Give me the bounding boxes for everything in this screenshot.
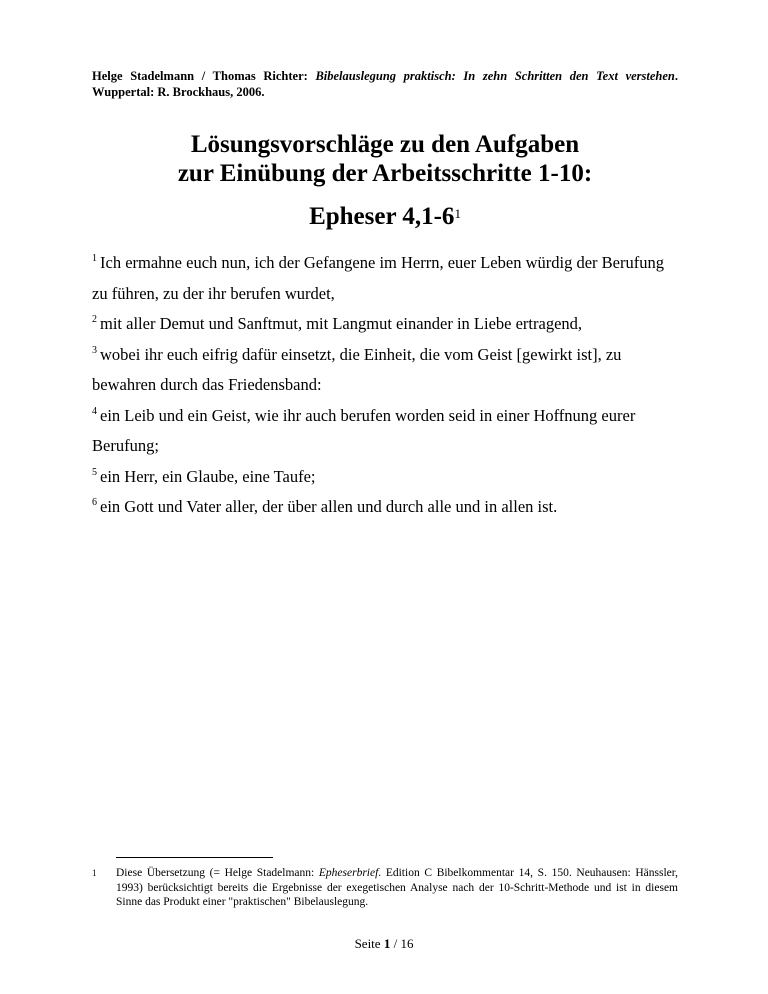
title-line-2: zur Einübung der Arbeitsschritte 1-10: <box>177 160 593 187</box>
footnote-text-after: . Edition C Bibelkommentar 14, S. 150. Neuhausen: Hänssler, 1993) berücksichtigt bereits die Ergebnisse der exegetischen Analyse nach der 10-Schritt-Methode und ist in diesem Sinne das Produkt einer "praktischen" Bibelauslegung. <box>116 867 679 908</box>
verse-6 <box>92 492 678 523</box>
source-book-title: Bibelauslegung praktisch: In zehn Schritten den Text verstehen <box>315 69 675 83</box>
source-publisher: . Wuppertal: R. Brockhaus, 2006. <box>92 69 678 99</box>
verse-number: 2 <box>92 314 97 325</box>
page-label: Seite <box>354 936 381 951</box>
verse-number: 5 <box>92 466 97 478</box>
verse-2 <box>92 309 678 340</box>
title-line-1: Lösungsvorschläge zu den Aufgaben <box>190 131 580 158</box>
verse-text: wobei ihr euch eifrig dafür einsetzt, die Einheit, die vom Geist [gewirkt ist], zu bewahren durch das Friedensband: <box>92 344 622 394</box>
source-citation <box>92 68 678 100</box>
passage-title <box>92 202 678 231</box>
bible-verses <box>92 248 678 523</box>
footnote-text <box>116 866 678 910</box>
verse-text: ein Leib und ein Geist, wie ihr auch berufen worden seid in einer Hoffnung eurer Berufung; <box>92 405 636 455</box>
page-separator: / <box>393 936 398 951</box>
title-block <box>92 130 678 231</box>
footnote-divider <box>116 857 273 858</box>
footnote-mark: 1 <box>92 868 97 878</box>
verse-5 <box>92 462 678 493</box>
verse-4 <box>92 401 678 462</box>
verse-text: Ich ermahne euch nun, ich der Gefangene im Herrn, euer Leben würdig der Berufung zu führen, zu der ihr berufen wurdet, <box>92 253 664 303</box>
verse-text: ein Gott und Vater aller, der über allen und durch alle und in allen ist. <box>100 497 558 516</box>
verse-number: 6 <box>92 497 97 508</box>
page-total: 16 <box>400 936 414 951</box>
footnote-reference[interactable]: 1 <box>454 206 461 221</box>
source-authors: Helge Stadelmann / Thomas Richter: <box>92 69 308 83</box>
verse-text: ein Herr, ein Glaube, eine Taufe; <box>100 466 316 486</box>
verse-number: 3 <box>92 344 97 356</box>
verse-text: mit aller Demut und Sanftmut, mit Langmut einander in Liebe ertragend, <box>100 314 583 333</box>
verse-number: 1 <box>92 253 97 264</box>
footnote-text-before: Diese Übersetzung (= Helge Stadelmann: <box>116 867 319 879</box>
verse-3 <box>92 340 678 401</box>
footnote <box>92 866 678 910</box>
passage-reference: Epheser 4,1-6 <box>309 203 455 230</box>
page-current: 1 <box>383 936 391 951</box>
page-number <box>0 936 768 952</box>
verse-1 <box>92 248 678 309</box>
verse-number: 4 <box>92 405 97 417</box>
footnote-italic-title: Epheserbrief <box>318 867 379 879</box>
